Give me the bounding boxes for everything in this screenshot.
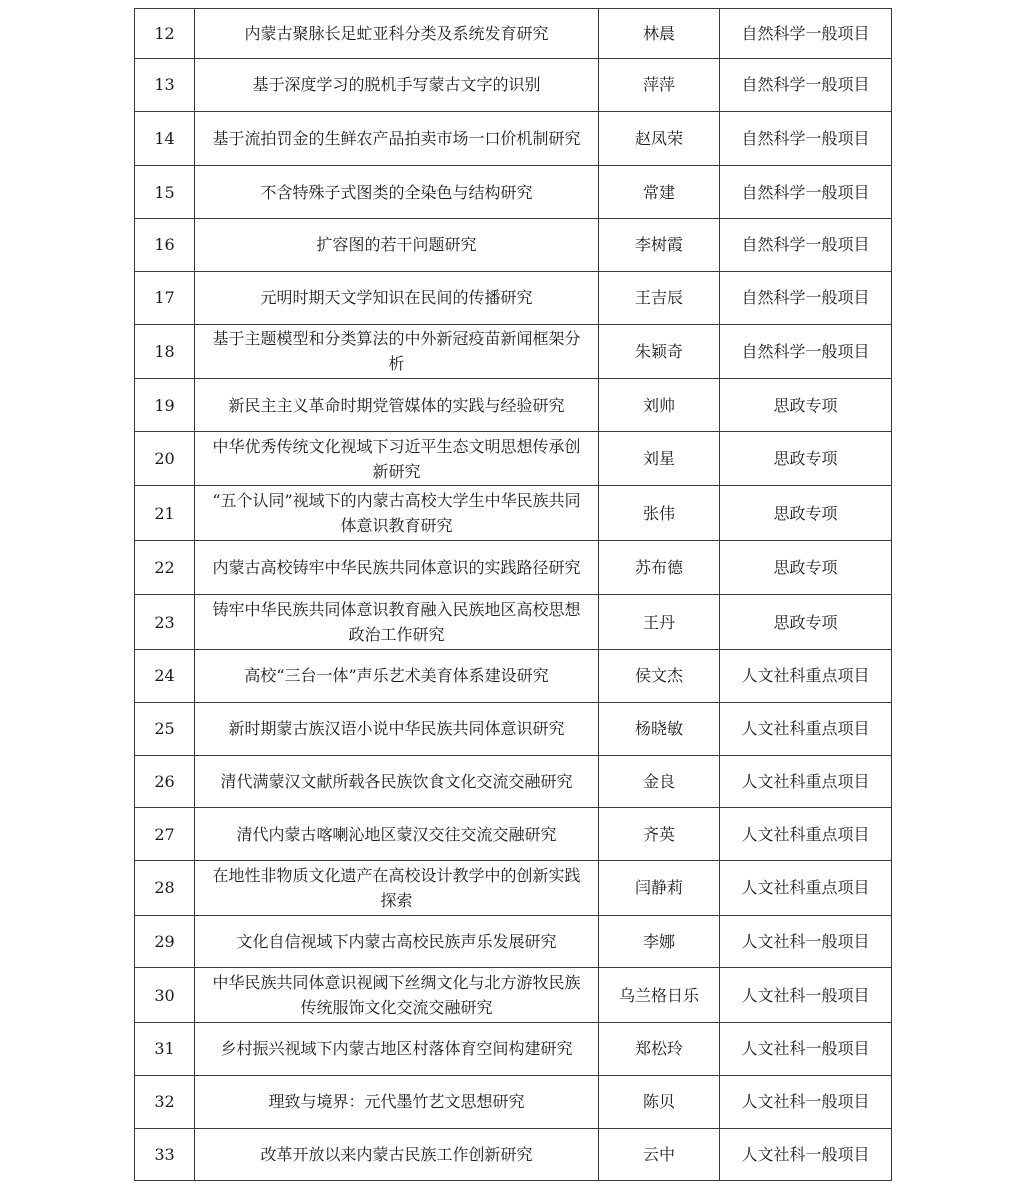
table-row [135, 166, 892, 219]
lead-name-cell: 萍萍 [599, 59, 720, 112]
project-title-cell: 不含特殊子式图类的全染色与结构研究 [195, 166, 599, 219]
lead-name-cell: 张伟 [599, 486, 720, 541]
project-title-cell: 元明时期天文学知识在民间的传播研究 [195, 271, 599, 324]
table-row [135, 861, 892, 916]
lead-name-cell: 乌兰格日乐 [599, 968, 720, 1023]
lead-name-cell: 金良 [599, 755, 720, 808]
project-title-cell: 新民主主义革命时期党管媒体的实践与经验研究 [195, 379, 599, 432]
row-number-cell: 26 [135, 755, 195, 808]
project-category-cell: 自然科学一般项目 [720, 111, 892, 166]
project-title-cell: 中华优秀传统文化视域下习近平生态文明思想传承创新研究 [195, 431, 599, 486]
lead-name-cell: 常建 [599, 166, 720, 219]
table-row [135, 915, 892, 968]
project-title-cell: 高校“三台一体”声乐艺术美育体系建设研究 [195, 649, 599, 702]
lead-name-cell: 陈贝 [599, 1075, 720, 1128]
lead-name-cell: 闫静莉 [599, 861, 720, 916]
project-title-cell: 内蒙古高校铸牢中华民族共同体意识的实践路径研究 [195, 540, 599, 595]
project-table-page [134, 8, 891, 1181]
table-row [135, 111, 892, 166]
lead-name-cell: 朱颖奇 [599, 324, 720, 379]
project-title-cell: 新时期蒙古族汉语小说中华民族共同体意识研究 [195, 702, 599, 755]
lead-name-cell: 侯文杰 [599, 649, 720, 702]
row-number-cell: 13 [135, 59, 195, 112]
project-category-cell: 思政专项 [720, 595, 892, 650]
project-title-cell: 在地性非物质文化遗产在高校设计教学中的创新实践探索 [195, 861, 599, 916]
project-category-cell: 人文社科一般项目 [720, 1128, 892, 1181]
project-category-cell: 思政专项 [720, 379, 892, 432]
table-row [135, 595, 892, 650]
lead-name-cell: 云中 [599, 1128, 720, 1181]
row-number-cell: 32 [135, 1075, 195, 1128]
table-row [135, 1075, 892, 1128]
row-number-cell: 23 [135, 595, 195, 650]
table-row [135, 968, 892, 1023]
project-title-cell: 文化自信视域下内蒙古高校民族声乐发展研究 [195, 915, 599, 968]
project-category-cell: 人文社科重点项目 [720, 755, 892, 808]
project-category-cell: 思政专项 [720, 486, 892, 541]
project-category-cell: 自然科学一般项目 [720, 59, 892, 112]
project-title-cell: 扩容图的若干问题研究 [195, 219, 599, 272]
table-row [135, 379, 892, 432]
project-title-cell: “五个认同”视域下的内蒙古高校大学生中华民族共同体意识教育研究 [195, 486, 599, 541]
lead-name-cell: 王丹 [599, 595, 720, 650]
lead-name-cell: 杨晓敏 [599, 702, 720, 755]
lead-name-cell: 刘星 [599, 431, 720, 486]
project-category-cell: 人文社科重点项目 [720, 702, 892, 755]
row-number-cell: 19 [135, 379, 195, 432]
table-row [135, 219, 892, 272]
lead-name-cell: 刘帅 [599, 379, 720, 432]
project-category-cell: 自然科学一般项目 [720, 9, 892, 59]
lead-name-cell: 李树霞 [599, 219, 720, 272]
project-title-cell: 改革开放以来内蒙古民族工作创新研究 [195, 1128, 599, 1181]
table-row [135, 59, 892, 112]
row-number-cell: 33 [135, 1128, 195, 1181]
project-category-cell: 人文社科一般项目 [720, 915, 892, 968]
row-number-cell: 28 [135, 861, 195, 916]
project-category-cell: 思政专项 [720, 431, 892, 486]
project-title-cell: 铸牢中华民族共同体意识教育融入民族地区高校思想政治工作研究 [195, 595, 599, 650]
table-row [135, 1128, 892, 1181]
row-number-cell: 12 [135, 9, 195, 59]
project-title-cell: 基于流拍罚金的生鲜农产品拍卖市场一口价机制研究 [195, 111, 599, 166]
project-category-cell: 人文社科重点项目 [720, 649, 892, 702]
row-number-cell: 31 [135, 1022, 195, 1075]
project-category-cell: 人文社科一般项目 [720, 1075, 892, 1128]
row-number-cell: 16 [135, 219, 195, 272]
table-row [135, 271, 892, 324]
project-title-cell: 基于深度学习的脱机手写蒙古文字的识别 [195, 59, 599, 112]
row-number-cell: 29 [135, 915, 195, 968]
project-category-cell: 人文社科一般项目 [720, 968, 892, 1023]
row-number-cell: 27 [135, 808, 195, 861]
project-category-cell: 人文社科重点项目 [720, 861, 892, 916]
project-title-cell: 理致与境界：元代墨竹艺文思想研究 [195, 1075, 599, 1128]
project-table-body [135, 9, 892, 1181]
table-row [135, 755, 892, 808]
project-category-cell: 思政专项 [720, 540, 892, 595]
project-title-cell: 中华民族共同体意识视阈下丝绸文化与北方游牧民族传统服饰文化交流交融研究 [195, 968, 599, 1023]
lead-name-cell: 赵凤荣 [599, 111, 720, 166]
project-title-cell: 清代满蒙汉文献所载各民族饮食文化交流交融研究 [195, 755, 599, 808]
lead-name-cell: 李娜 [599, 915, 720, 968]
lead-name-cell: 齐英 [599, 808, 720, 861]
row-number-cell: 24 [135, 649, 195, 702]
project-title-cell: 基于主题模型和分类算法的中外新冠疫苗新闻框架分析 [195, 324, 599, 379]
project-title-cell: 清代内蒙古喀喇沁地区蒙汉交往交流交融研究 [195, 808, 599, 861]
row-number-cell: 25 [135, 702, 195, 755]
lead-name-cell: 郑松玲 [599, 1022, 720, 1075]
project-category-cell: 人文社科重点项目 [720, 808, 892, 861]
table-row [135, 702, 892, 755]
project-title-cell: 乡村振兴视域下内蒙古地区村落体育空间构建研究 [195, 1022, 599, 1075]
row-number-cell: 22 [135, 540, 195, 595]
table-row [135, 486, 892, 541]
table-row [135, 431, 892, 486]
row-number-cell: 21 [135, 486, 195, 541]
project-category-cell: 自然科学一般项目 [720, 219, 892, 272]
table-row [135, 808, 892, 861]
project-category-cell: 自然科学一般项目 [720, 271, 892, 324]
table-row [135, 1022, 892, 1075]
row-number-cell: 14 [135, 111, 195, 166]
row-number-cell: 17 [135, 271, 195, 324]
table-row [135, 9, 892, 59]
project-category-cell: 人文社科一般项目 [720, 1022, 892, 1075]
table-row [135, 324, 892, 379]
row-number-cell: 15 [135, 166, 195, 219]
row-number-cell: 30 [135, 968, 195, 1023]
table-row [135, 649, 892, 702]
lead-name-cell: 苏布德 [599, 540, 720, 595]
project-title-cell: 内蒙古聚脉长足虻亚科分类及系统发育研究 [195, 9, 599, 59]
project-category-cell: 自然科学一般项目 [720, 324, 892, 379]
lead-name-cell: 林晨 [599, 9, 720, 59]
project-category-cell: 自然科学一般项目 [720, 166, 892, 219]
table-row [135, 540, 892, 595]
row-number-cell: 20 [135, 431, 195, 486]
lead-name-cell: 王吉辰 [599, 271, 720, 324]
row-number-cell: 18 [135, 324, 195, 379]
project-list-table [134, 8, 892, 1181]
